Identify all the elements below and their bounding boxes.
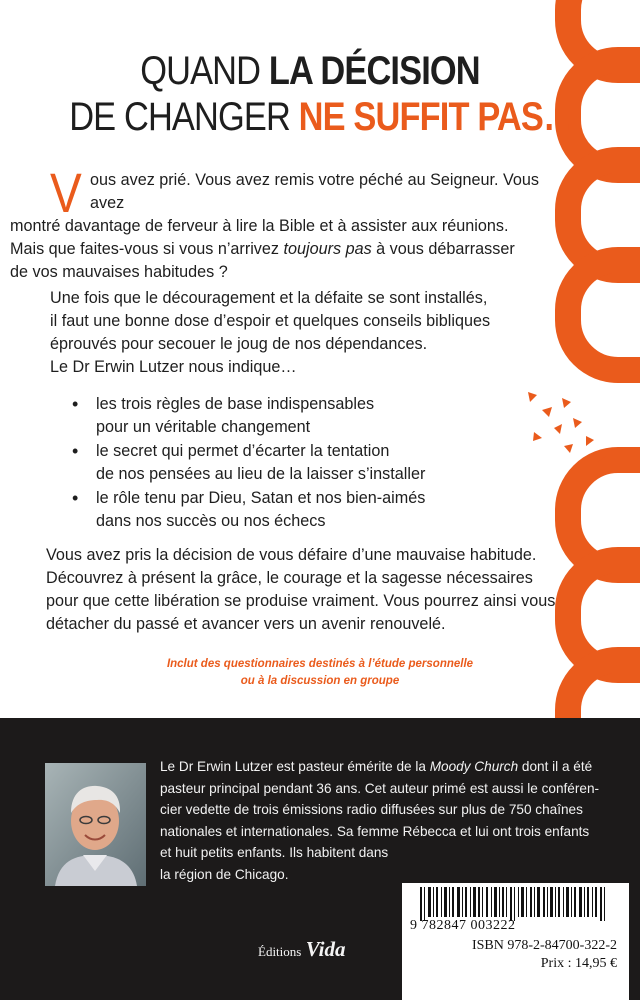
drop-cap: V	[50, 161, 82, 224]
publisher-name: Vida	[305, 937, 346, 961]
isbn-number: ISBN 978-2-84700-322-2	[471, 938, 617, 953]
questionnaire-note: Inclut des questionnaires destinés à l’étude personnelle ou à la discussion en groupe	[166, 658, 474, 687]
paragraph-2: Une fois que le découragement et la défaite se sont installés, il faut une bonne dose d’espoir et quelques conseils bibliques éprouvés pour secouer le joug de nos dépendances. Le Dr Erwin Lutzer nous indique…	[50, 289, 491, 376]
author-photo	[45, 763, 146, 886]
title-line-2: DE CHANGER NE SUFFIT PAS…	[69, 95, 577, 139]
intro-paragraph: V ous avez prié. Vous avez remis votre péché au Seigneur. Vous avez montré davantage de ferveur à lire la Bible et à assister aux réunions. Mais que faites-vous si vous n’arrivez toujours pas à vous débarrasser de vos mauvaises habitudes ?	[10, 161, 540, 281]
title-line-1: QUAND LA DÉCISION	[140, 49, 480, 93]
publisher-editions-label: Éditions	[258, 944, 302, 959]
cover-title	[30, 48, 590, 140]
author-bio: Le Dr Erwin Lutzer est pasteur émérite de la Moody Church dont il a été pasteur principal pendant 36 ans. Cet auteur primé est aussi le conféren- cier vedette de trois émissions radio diffusées sur plus de 750 chaînes nationales et internationales. Sa femme Rébecca et lui ont trois enfants et huit petits enfants. Ils habitent dans la région de Chicago.	[160, 759, 600, 882]
paragraph-3: Vous avez pris la décision de vous défaire d’une mauvaise habitude. Découvrez à présent la grâce, le courage et la sagesse nécessaires pour que cette libération se produise vraiment. Vous pourrez ainsi vous détacher du passé et avancer vers un avenir renouvelé.	[46, 546, 556, 633]
barcode-digits: 9 782847 003222	[410, 918, 516, 933]
list-item: • le rôle tenu par Dieu, Satan et nos bien-aimés dans nos succès ou nos échecs	[70, 487, 530, 533]
list-item: • les trois règles de base indispensables pour un véritable changement	[70, 393, 530, 439]
portrait-image	[45, 763, 146, 886]
barcode-icon	[402, 885, 629, 921]
publisher-logo	[258, 937, 345, 962]
barcode-box	[402, 883, 629, 1000]
benefits-list	[70, 393, 530, 534]
price-label: Prix : 14,95 €	[540, 956, 617, 971]
list-item: • le secret qui permet d’écarter la tentation de nos pensées au lieu de la laisser s’installer	[70, 440, 530, 486]
